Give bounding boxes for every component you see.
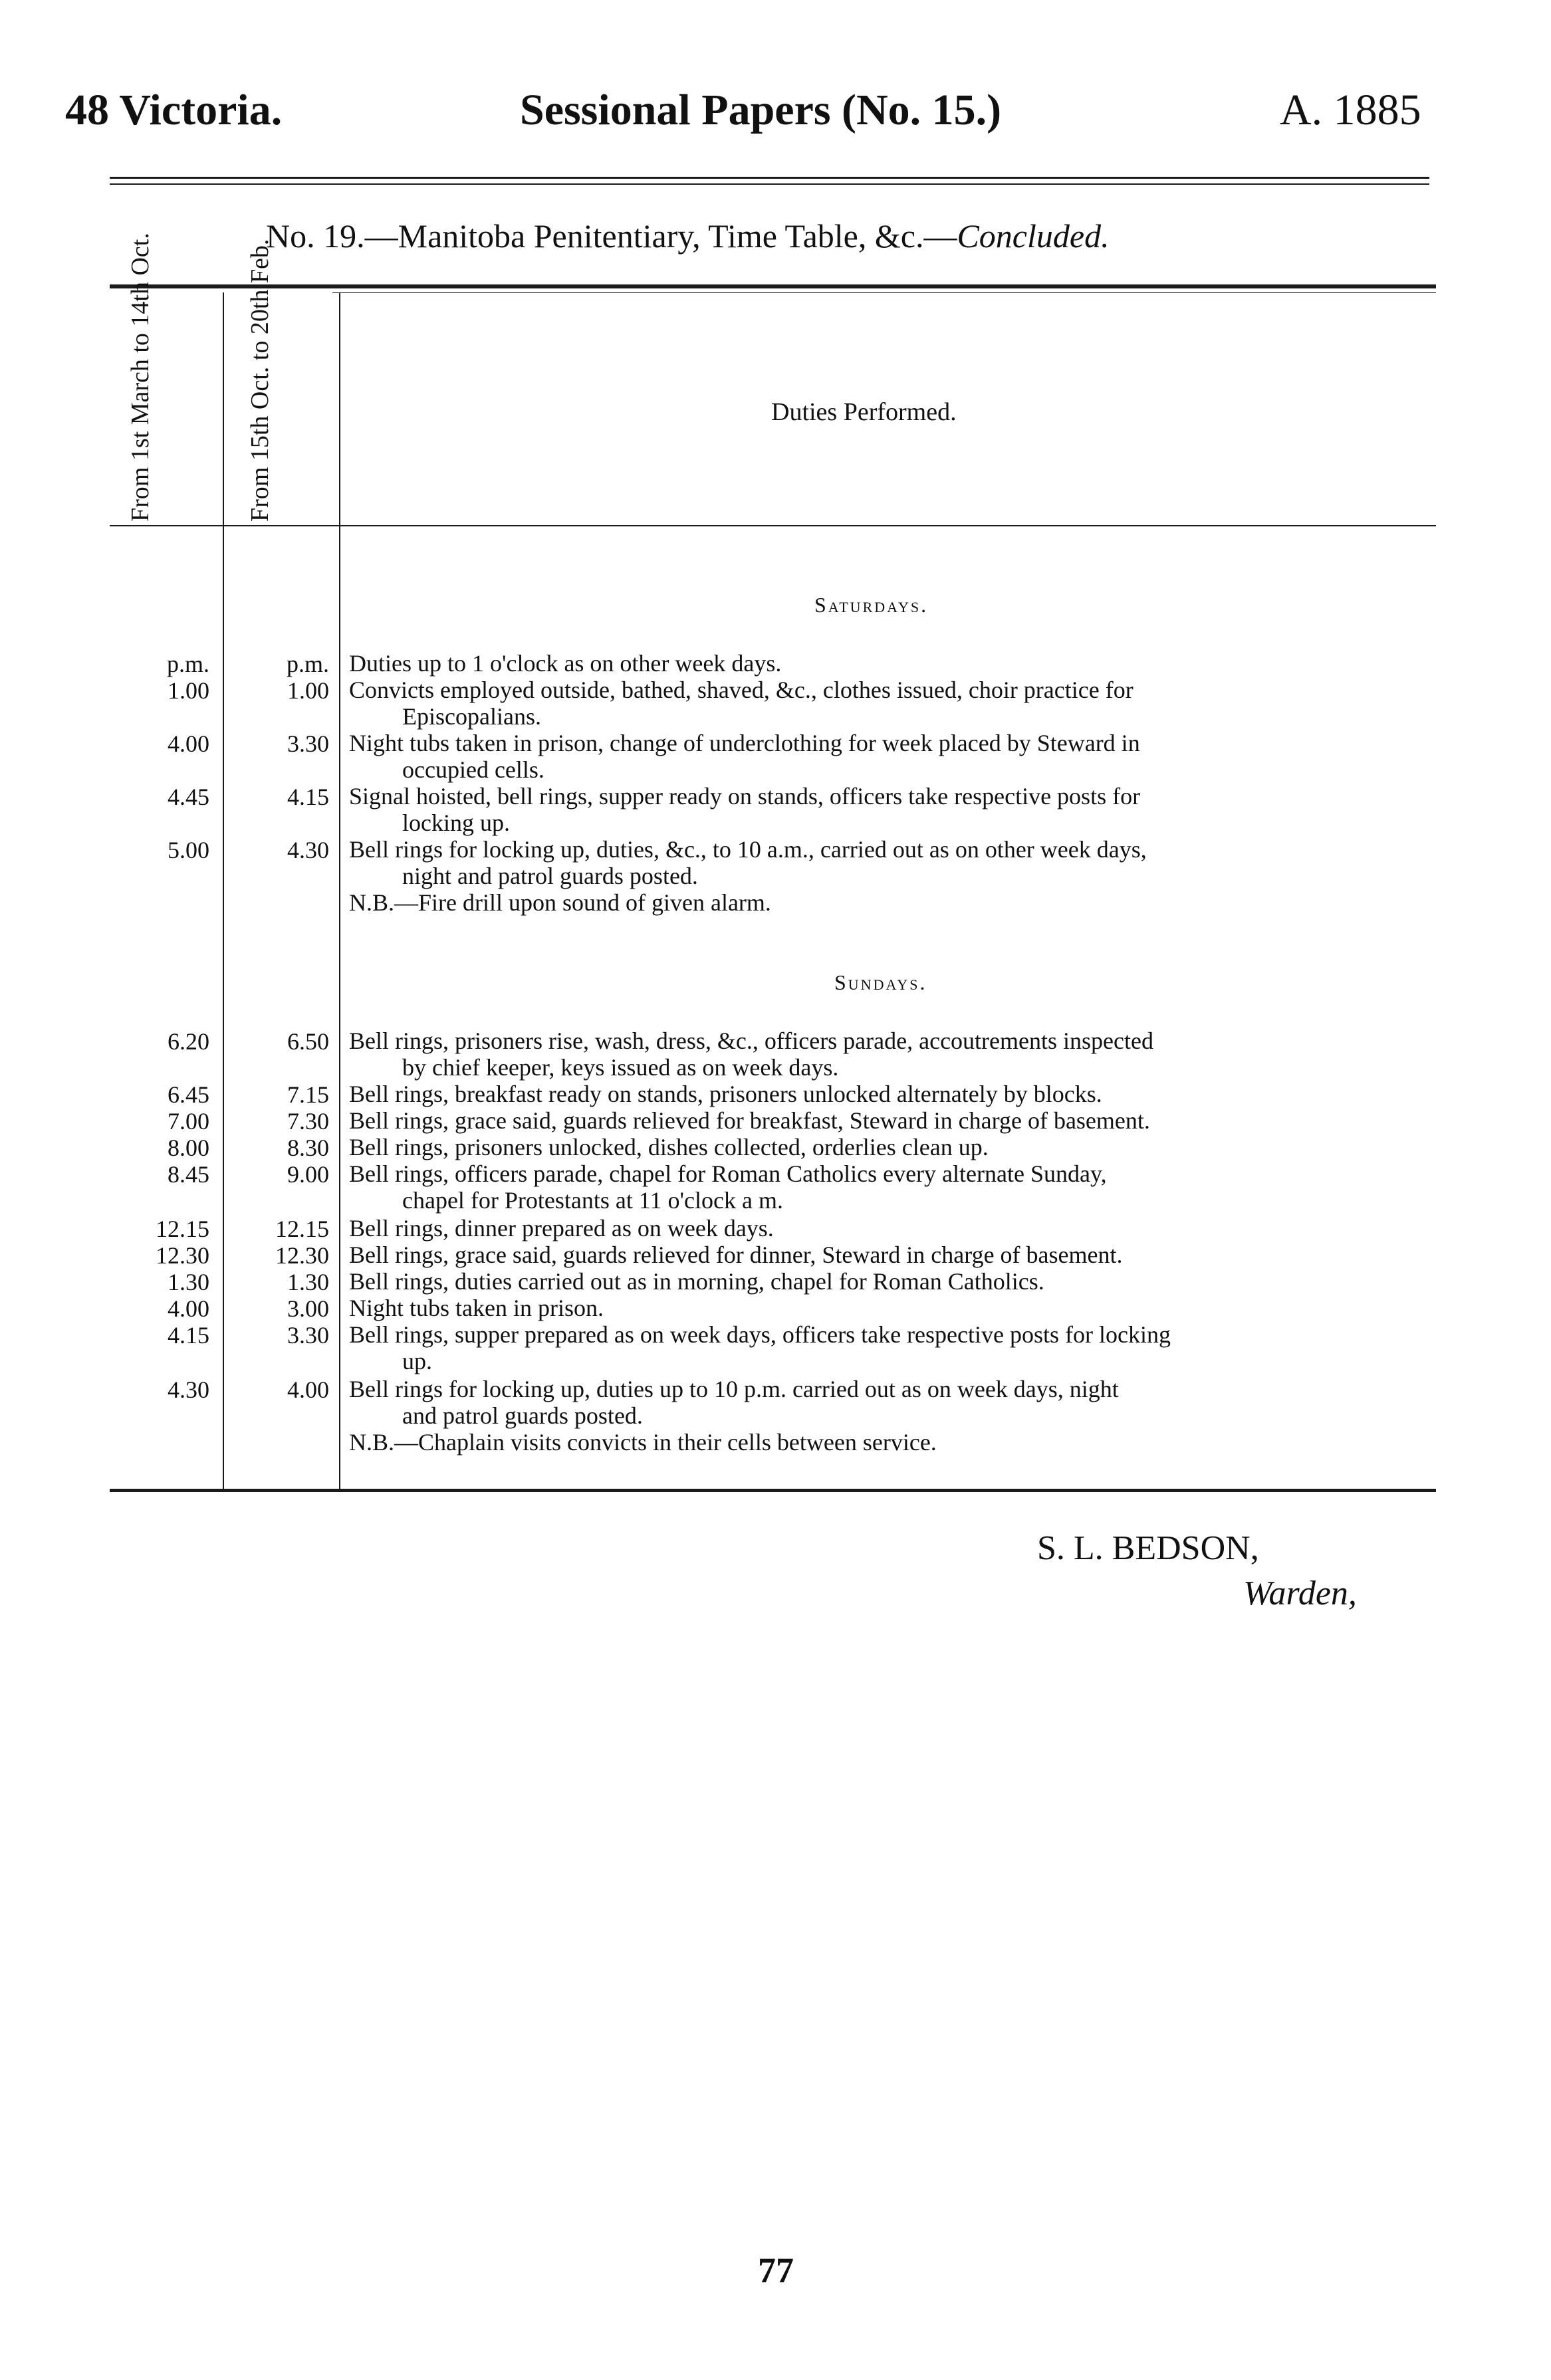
time-winter: 1.30 <box>287 1269 329 1295</box>
time-summer: 6.20 <box>168 1028 209 1055</box>
column-header-oct-feb: From 15th Oct. to 20th Feb. <box>246 239 274 522</box>
duty-note: N.B.—Chaplain visits convicts in their cells between service. <box>349 1429 937 1456</box>
time-summer: p.m. <box>166 651 209 677</box>
time-winter: 12.30 <box>275 1242 329 1269</box>
time-summer: 8.45 <box>168 1161 209 1188</box>
table-header-rule <box>110 525 1436 526</box>
table-rule-bottom <box>110 1489 1436 1492</box>
page-number: 77 <box>758 2250 794 2290</box>
duty-text: Bell rings, prisoners rise, wash, dress, &c., officers parade, accoutrements inspected by chief keeper, keys issued as on week days. <box>349 1028 1153 1081</box>
time-winter: 4.00 <box>287 1376 329 1403</box>
time-winter: 12.15 <box>275 1216 329 1242</box>
page-title <box>266 217 1110 255</box>
section-title-saturdays: Saturdays. <box>814 593 929 617</box>
duty-text: Bell rings, officers parade, chapel for Roman Catholics every alternate Sunday, chapel for Protestants at 11 o'clock a m. <box>349 1160 1107 1214</box>
header-rule-top <box>110 177 1429 179</box>
duty-text: Bell rings for locking up, duties, &c., to 10 a.m., carried out as on other week days, night and patrol guards posted. <box>349 836 1147 889</box>
time-summer: 6.45 <box>168 1081 209 1108</box>
time-summer: 1.30 <box>168 1269 209 1295</box>
duty-text: Bell rings for locking up, duties up to 10 p.m. carried out as on week days, night and patrol guards posted. <box>349 1376 1119 1429</box>
header-series: Sessional Papers (No. 15.) <box>520 86 1002 134</box>
duty-note: N.B.—Fire drill upon sound of given alarm. <box>349 889 771 916</box>
signature-role: Warden, <box>1243 1574 1357 1612</box>
header-year: A. 1885 <box>1280 86 1421 134</box>
time-winter: 7.30 <box>287 1108 329 1135</box>
duty-text: Duties up to 1 o'clock as on other week days. <box>349 650 782 677</box>
duty-text: Night tubs taken in prison, change of underclothing for week placed by Steward in occupied cells. <box>349 730 1140 783</box>
time-winter: 4.30 <box>287 837 329 863</box>
time-summer: 4.30 <box>168 1376 209 1403</box>
title-main: No. 19.—Manitoba Penitentiary, Time Table, &c.— <box>266 217 957 255</box>
duty-text: Bell rings, breakfast ready on stands, prisoners unlocked alternately by blocks. <box>349 1081 1102 1107</box>
time-winter: 6.50 <box>287 1028 329 1055</box>
time-winter: 7.15 <box>287 1081 329 1108</box>
time-winter: 3.30 <box>287 730 329 757</box>
duty-text: Bell rings, dinner prepared as on week days. <box>349 1215 774 1242</box>
time-summer: 1.00 <box>168 677 209 704</box>
duty-text: Night tubs taken in prison. <box>349 1295 604 1321</box>
title-suffix: Concluded. <box>957 217 1110 255</box>
column-divider-2 <box>339 292 340 1489</box>
header-rule-bottom <box>110 183 1429 185</box>
duty-text: Bell rings, supper prepared as on week days, officers take respective posts for locking up. <box>349 1321 1171 1374</box>
time-summer: 8.00 <box>168 1135 209 1161</box>
time-winter: 4.15 <box>287 784 329 810</box>
time-winter: 8.30 <box>287 1135 329 1161</box>
time-winter: p.m. <box>286 651 329 677</box>
time-summer: 5.00 <box>168 837 209 863</box>
time-winter: 1.00 <box>287 677 329 704</box>
time-summer: 4.00 <box>168 1295 209 1322</box>
time-summer: 7.00 <box>168 1108 209 1135</box>
duty-text: Bell rings, prisoners unlocked, dishes collected, orderlies clean up. <box>349 1134 989 1160</box>
signature-name: S. L. BEDSON, <box>1037 1529 1259 1567</box>
column-divider-1 <box>223 292 224 1489</box>
table-rule-top-thin <box>332 292 1436 293</box>
column-header-duties: Duties Performed. <box>771 398 957 426</box>
column-header-march-oct: From 1st March to 14th Oct. <box>126 233 154 522</box>
table-rule-top <box>110 284 1436 288</box>
duty-text: Convicts employed outside, bathed, shaved, &c., clothes issued, choir practice for Episcopalians. <box>349 677 1133 730</box>
time-winter: 3.30 <box>287 1322 329 1349</box>
duty-text: Signal hoisted, bell rings, supper ready on stands, officers take respective posts for locking up. <box>349 783 1141 836</box>
duty-text: Bell rings, duties carried out as in morning, chapel for Roman Catholics. <box>349 1268 1044 1295</box>
section-title-sundays: Sundays. <box>834 970 927 994</box>
time-winter: 3.00 <box>287 1295 329 1322</box>
time-summer: 4.15 <box>168 1322 209 1349</box>
time-winter: 9.00 <box>287 1161 329 1188</box>
header-volume: 48 Victoria. <box>65 86 283 134</box>
time-summer: 4.00 <box>168 730 209 757</box>
time-summer: 12.15 <box>156 1216 209 1242</box>
time-summer: 12.30 <box>156 1242 209 1269</box>
duty-text: Bell rings, grace said, guards relieved for breakfast, Steward in charge of basement. <box>349 1107 1150 1134</box>
time-summer: 4.45 <box>168 784 209 810</box>
duty-text: Bell rings, grace said, guards relieved for dinner, Steward in charge of basement. <box>349 1242 1123 1268</box>
